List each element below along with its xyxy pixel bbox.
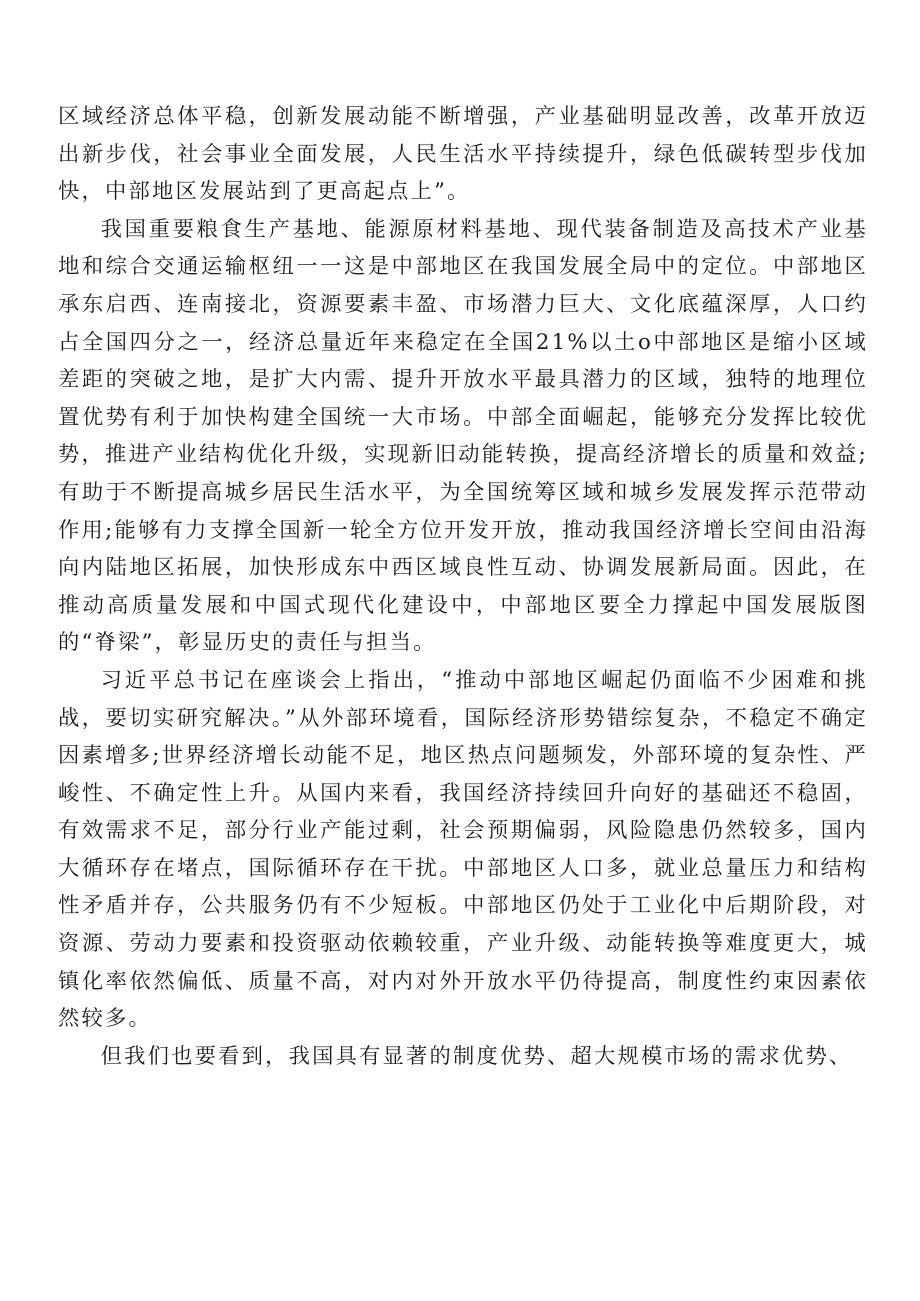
paragraph-central-region-positioning: 我国重要粮食生产基地、能源原材料基地、现代装备制造及高技术产业基地和综合交通运输枢纽一一这是中部地区在我国发展全局中的定位。中部地区承东启西、连南接北，资源要素丰盈、市场潜力巨大、文化底蕴深厚，人口约占全国四分之一，经济总量近年来稳定在全国21%以土o中部地区是缩小区域差距的突破之地，是扩大内需、提升开放水平最具潜力的区域，独特的地理位置优势有利于加快构建全国统一大市场。中部全面崛起，能够充分发挥比较优势，推进产业结构优化升级，实现新旧动能转换，提高经济增长的质量和效益;有助于不断提高城乡居民生活水平，为全国统筹区域和城乡发展发挥示范带动作用;能够有力支撑全国新一轮全方位开发开放，推动我国经济增长空间由沿海向内陆地区拓展，加快形成东中西区域良性互动、协调发展新局面。因此，在推动高质量发展和中国式现代化建设中，中部地区要全力撑起中国发展版图的“脊梁”，彰显历史的责任与担当。 [58, 216, 868, 656]
paragraph-challenges: 习近平总书记在座谈会上指出，“推动中部地区崛起仍面临不少困难和挑战，要切实研究解决。”从外部环境看，国际经济形势错综复杂，不稳定不确定因素增多;世界经济增长动能不足，地区热点问题频发，外部环境的复杂性、严峻性、不确定性上升。从国内来看，我国经济持续回升向好的基础还不稳固，有效需求不足，部分行业产能过剩，社会预期偏弱，风险隐患仍然较多，国内大循环存在堵点，国际循环存在干扰。中部地区人口多，就业总量压力和结构性矛盾并存，公共服务仍有不少短板。中部地区仍处于工业化中后期阶段，对资源、劳动力要素和投资驱动依赖较重，产业升级、动能转换等难度更大，城镇化率依然偏低、质量不高，对内对外开放水平仍待提高，制度性约束因素依然较多。 [58, 667, 868, 1032]
paragraph-continuation: 区域经济总体平稳，创新发展动能不断增强，产业基础明显改善，改革开放迈出新步伐，社会事业全面发展，人民生活水平持续提升，绿色低碳转型步伐加快，中部地区发展站到了更高起点上”。 [58, 104, 868, 205]
body-text [58, 98, 868, 1075]
paragraph-advantages: 但我们也要看到，我国具有显著的制度优势、超大规模市场的需求优势、 [100, 1043, 853, 1069]
